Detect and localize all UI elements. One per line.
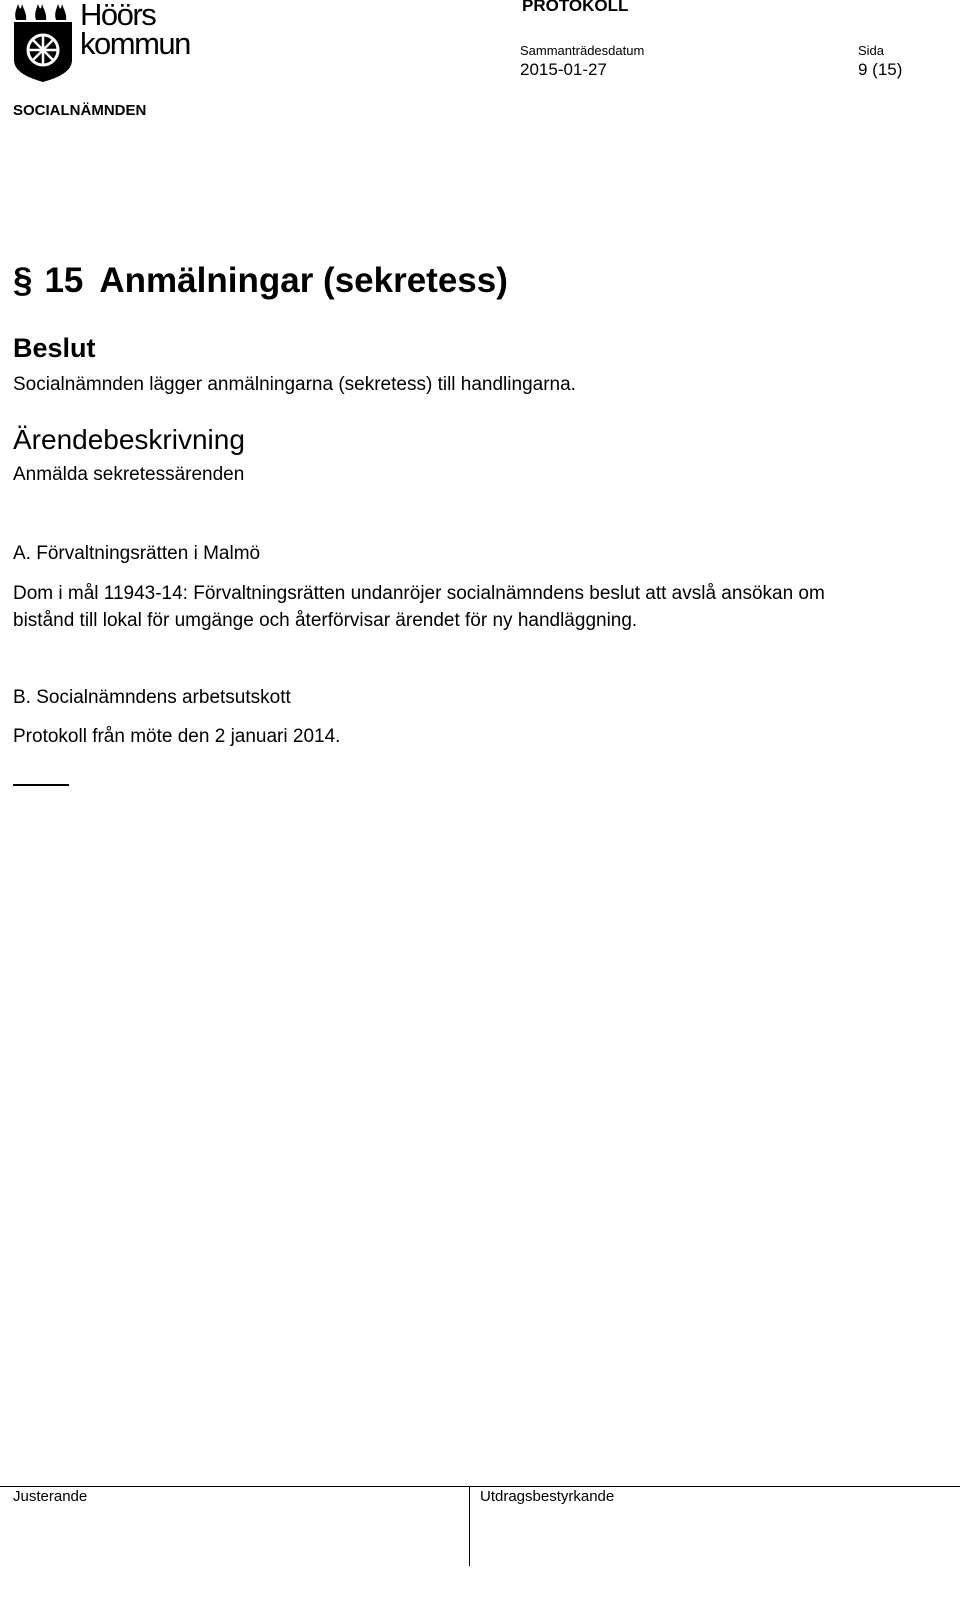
meeting-date-value: 2015-01-27: [520, 60, 607, 79]
footer-divider-line: [0, 1486, 960, 1487]
item-a-title: A. Förvaltningsrätten i Malmö: [13, 543, 261, 564]
case-description-subheading: Anmälda sekretessärenden: [13, 464, 245, 485]
section-title: Anmälningar (sekretess): [99, 261, 508, 300]
section-heading: [13, 261, 508, 301]
municipality-logo-wordmark: [80, 0, 190, 61]
end-of-section-rule: [13, 784, 69, 786]
municipality-logo-shield: [12, 2, 74, 84]
logo-line-1: Höörs: [80, 0, 156, 32]
document-type: PROTOKOLL: [522, 0, 629, 15]
committee-name: SOCIALNÄMNDEN: [13, 102, 147, 119]
paragraph-symbol: §: [13, 261, 33, 300]
section-number: 15: [44, 261, 84, 300]
decision-text: Socialnämnden lägger anmälningarna (sekretess) till handlingarna.: [13, 374, 576, 395]
decision-heading: Beslut: [13, 333, 96, 363]
footer-extract-certifier-label: Utdragsbestyrkande: [480, 1488, 615, 1505]
meeting-date-label: Sammanträdesdatum: [520, 43, 645, 58]
item-b-title: B. Socialnämndens arbetsutskott: [13, 687, 291, 708]
case-description-heading: Ärendebeskrivning: [13, 424, 245, 455]
page-label: Sida: [858, 43, 885, 58]
item-a-text: Dom i mål 11943-14: Förvaltningsrätten undanröjer socialnämndens beslut att avslå ansökan om bistånd till lokal för umgänge och återförvisar ärendet för ny handläggning.: [13, 583, 825, 631]
page-number: 9 (15): [858, 60, 903, 79]
logo-line-2: kommun: [80, 26, 190, 61]
item-b-text: Protokoll från möte den 2 januari 2014.: [13, 726, 341, 747]
footer-adjuster-label: Justerande: [13, 1488, 88, 1505]
shield-icon: [12, 2, 74, 84]
footer-column-divider: [469, 1486, 470, 1566]
